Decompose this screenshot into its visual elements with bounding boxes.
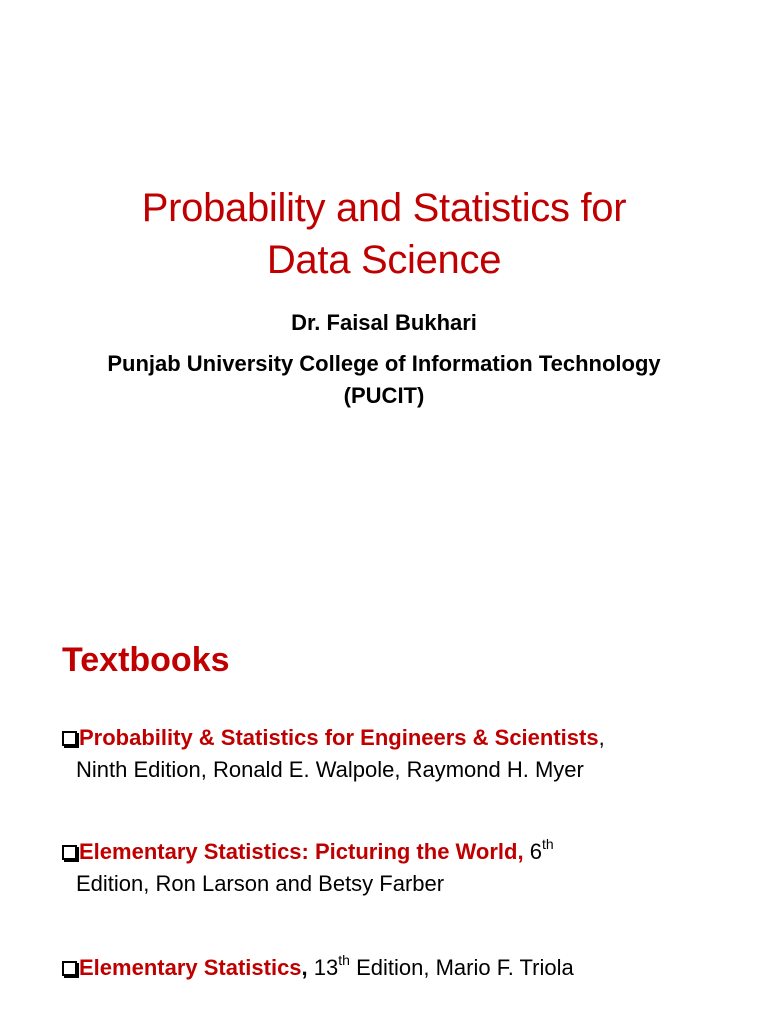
checkbox-bullet-icon <box>62 731 77 746</box>
title-line-1: Probability and Statistics for <box>141 186 627 230</box>
institution-line-2: (PUCIT) <box>343 383 425 408</box>
textbook-item <box>62 722 718 786</box>
textbook-title-comma: , <box>598 725 605 750</box>
textbook-details: Ninth Edition, Ronald E. Walpole, Raymond H. Myer <box>76 757 584 782</box>
checkbox-bullet-icon <box>62 845 77 860</box>
textbooks-heading: Textbooks <box>62 641 230 679</box>
edition-suffix: th <box>338 951 350 968</box>
textbooks-slide <box>0 512 768 1024</box>
textbook-details: Edition, Ron Larson and Betsy Farber <box>76 871 445 896</box>
textbook-edition <box>529 835 554 864</box>
institution-line-1: Punjab University College of Information Technology <box>107 351 661 376</box>
textbook-title: Elementary Statistics <box>79 955 302 980</box>
textbook-title-comma: , <box>301 955 308 980</box>
slide-title <box>40 182 728 286</box>
edition-number: 6 <box>529 839 542 864</box>
textbook-edition <box>313 951 350 980</box>
textbook-title: Elementary Statistics: Picturing the World, <box>79 839 524 864</box>
textbook-title: Probability & Statistics for Engineers & Scientists <box>79 725 599 750</box>
institution-name <box>40 348 728 412</box>
author-name: Dr. Faisal Bukhari <box>291 310 477 335</box>
title-line-2: Data Science <box>266 238 502 282</box>
textbook-item <box>62 952 718 984</box>
checkbox-bullet-icon <box>62 961 77 976</box>
textbook-item <box>62 836 718 900</box>
textbook-details: Edition, Mario F. Triola <box>356 955 574 980</box>
edition-number: 13 <box>313 955 339 980</box>
edition-suffix: th <box>541 835 554 852</box>
